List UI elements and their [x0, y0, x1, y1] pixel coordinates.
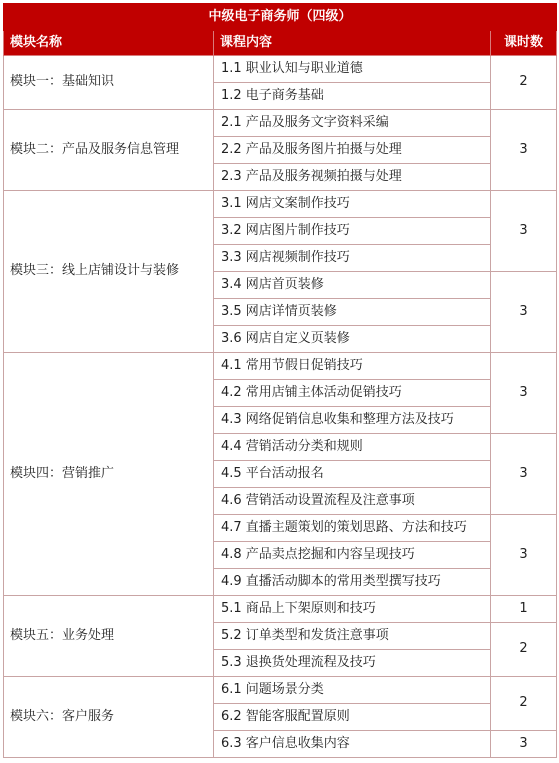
- class-hours-cell: 2: [491, 56, 557, 110]
- class-hours-cell: 1: [491, 596, 557, 623]
- class-hours-cell: 3: [491, 731, 557, 758]
- course-content-cell: 4.4 营销活动分类和规则: [214, 434, 491, 461]
- course-content-cell: 4.3 网络促销信息收集和整理方法及技巧: [214, 407, 491, 434]
- class-hours-cell: 3: [491, 353, 557, 434]
- course-content-cell: 2.2 产品及服务图片拍摄与处理: [214, 137, 491, 164]
- table-row: [4, 191, 557, 218]
- class-hours-cell: 3: [491, 191, 557, 272]
- course-content-cell: 2.1 产品及服务文字资料采编: [214, 110, 491, 137]
- module-name-cell: 模块四：营销推广: [4, 353, 214, 596]
- course-content-cell: 3.1 网店文案制作技巧: [214, 191, 491, 218]
- course-content-cell: 4.8 产品卖点挖掘和内容呈现技巧: [214, 542, 491, 569]
- course-content-cell: 3.6 网店自定义页装修: [214, 326, 491, 353]
- course-content-cell: 2.3 产品及服务视频拍摄与处理: [214, 164, 491, 191]
- module-name-cell: 模块六：客户服务: [4, 677, 214, 758]
- module-name-cell: 模块三：线上店铺设计与装修: [4, 191, 214, 353]
- table-title-row: [4, 4, 557, 31]
- course-content-cell: 4.7 直播主题策划的策划思路、方法和技巧: [214, 515, 491, 542]
- table-body: [4, 56, 557, 758]
- course-table: [3, 3, 557, 758]
- module-name-cell: 模块二：产品及服务信息管理: [4, 110, 214, 191]
- table-row: [4, 56, 557, 83]
- course-content-cell: 6.2 智能客服配置原则: [214, 704, 491, 731]
- table-row: [4, 110, 557, 137]
- course-content-cell: 4.2 常用店铺主体活动促销技巧: [214, 380, 491, 407]
- course-content-cell: 3.3 网店视频制作技巧: [214, 245, 491, 272]
- course-content-cell: 3.5 网店详情页装修: [214, 299, 491, 326]
- class-hours-cell: 3: [491, 110, 557, 191]
- table-title: 中级电子商务师（四级）: [4, 4, 557, 31]
- class-hours-cell: 2: [491, 677, 557, 731]
- table-header-row: [4, 31, 557, 56]
- course-content-cell: 5.3 退换货处理流程及技巧: [214, 650, 491, 677]
- module-name-cell: 模块一：基础知识: [4, 56, 214, 110]
- course-content-cell: 5.2 订单类型和发货注意事项: [214, 623, 491, 650]
- class-hours-cell: 3: [491, 515, 557, 596]
- table-row: [4, 353, 557, 380]
- course-content-cell: 1.2 电子商务基础: [214, 83, 491, 110]
- course-content-cell: 6.3 客户信息收集内容: [214, 731, 491, 758]
- course-content-cell: 3.4 网店首页装修: [214, 272, 491, 299]
- header-module-name: 模块名称: [4, 31, 214, 56]
- course-content-cell: 6.1 问题场景分类: [214, 677, 491, 704]
- module-name-cell: 模块五：业务处理: [4, 596, 214, 677]
- table-row: [4, 677, 557, 704]
- course-content-cell: 3.2 网店图片制作技巧: [214, 218, 491, 245]
- class-hours-cell: 2: [491, 623, 557, 677]
- table-row: [4, 596, 557, 623]
- course-content-cell: 1.1 职业认知与职业道德: [214, 56, 491, 83]
- header-class-hours: 课时数: [491, 31, 557, 56]
- course-content-cell: 5.1 商品上下架原则和技巧: [214, 596, 491, 623]
- course-content-cell: 4.9 直播活动脚本的常用类型撰写技巧: [214, 569, 491, 596]
- course-content-cell: 4.1 常用节假日促销技巧: [214, 353, 491, 380]
- course-content-cell: 4.5 平台活动报名: [214, 461, 491, 488]
- course-content-cell: 4.6 营销活动设置流程及注意事项: [214, 488, 491, 515]
- class-hours-cell: 3: [491, 434, 557, 515]
- class-hours-cell: 3: [491, 272, 557, 353]
- header-course-content: 课程内容: [214, 31, 491, 56]
